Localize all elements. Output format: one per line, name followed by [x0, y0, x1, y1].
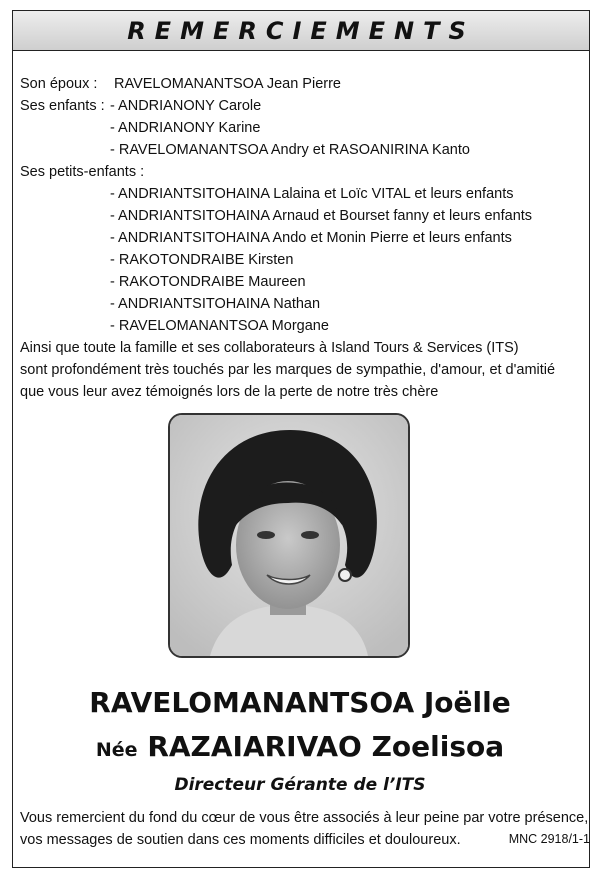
message-line: Ainsi que toute la famille et ses collaborateurs à Island Tours & Services (ITS) — [20, 340, 519, 356]
child-item: - ANDRIANONY Carole — [110, 98, 262, 114]
grandchild-item: - ANDRIANTSITOHAINA Ando et Monin Pierre et leurs enfants — [110, 230, 512, 246]
grandchild-item: - RAKOTONDRAIBE Kirsten — [110, 252, 294, 268]
nee-label: Née — [95, 739, 138, 761]
grandchild-item: - ANDRIANTSITOHAINA Nathan — [110, 296, 321, 312]
deceased-title: Directeur Gérante de l’ITS — [174, 775, 426, 795]
grandchild-item: - RAVELOMANANTSOA Morgane — [110, 318, 329, 334]
birth-name: RAZAIARIVAO Zoelisoa — [147, 730, 505, 763]
deceased-name: RAVELOMANANTSOA Joëlle — [89, 686, 511, 719]
message-line: sont profondément très touchés par les marques de sympathie, d'amour, et d'amitié — [20, 362, 556, 378]
spouse-name: RAVELOMANANTSOA Jean Pierre — [114, 76, 341, 92]
grandchild-item: - RAKOTONDRAIBE Maureen — [110, 274, 306, 290]
closing-line: Vous remercient du fond du cœur de vous être associés à leur peine par votre présence, — [20, 810, 589, 826]
header-title: REMERCIEMENTS — [127, 17, 475, 45]
spouse-label: Son époux : — [20, 76, 98, 92]
grandchildren-label: Ses petits-enfants : — [20, 164, 145, 180]
header-banner — [13, 11, 589, 51]
portrait-photo — [168, 413, 410, 658]
closing-line: vos messages de soutien dans ces moments difficiles et douloureux. — [20, 832, 461, 848]
reference-code: MNC 2918/1-1 — [508, 832, 590, 846]
grandchild-item: - ANDRIANTSITOHAINA Arnaud et Bourset fanny et leurs enfants — [110, 208, 533, 224]
grandchild-item: - ANDRIANTSITOHAINA Lalaina et Loïc VITAL et leurs enfants — [110, 186, 514, 202]
children-label: Ses enfants : — [20, 98, 105, 114]
child-item: - ANDRIANONY Karine — [110, 120, 261, 136]
birth-name-line — [0, 730, 600, 763]
child-item: - RAVELOMANANTSOA Andry et RASOANIRINA Kanto — [110, 142, 470, 158]
message-line: que vous leur avez témoignés lors de la perte de notre très chère — [20, 384, 439, 400]
